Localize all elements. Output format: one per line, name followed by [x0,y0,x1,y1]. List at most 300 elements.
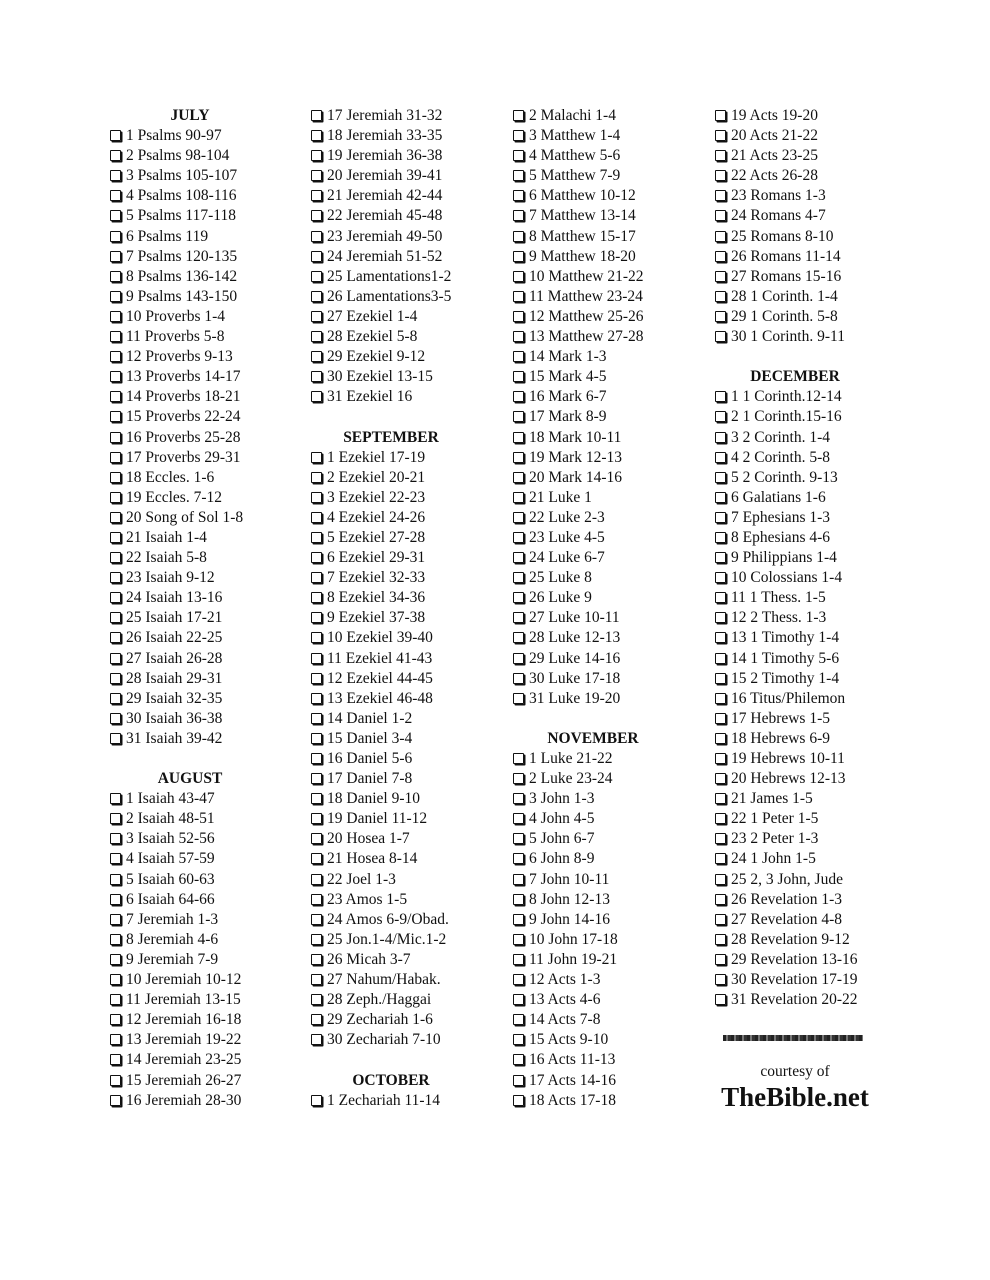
reading-label: 28 Luke 12-13 [529,629,621,647]
checkbox-icon[interactable] [715,632,726,643]
checkbox-icon[interactable] [513,612,524,623]
reading-item [311,628,511,648]
checkbox-icon[interactable] [311,813,322,824]
checkbox-icon[interactable] [513,934,524,945]
checkbox-icon[interactable] [311,974,322,985]
checkbox-icon[interactable] [110,492,121,503]
checkbox-icon[interactable] [110,632,121,643]
checkbox-icon[interactable] [110,894,121,905]
checkbox-icon[interactable] [110,271,121,282]
checkbox-icon[interactable] [513,170,524,181]
checkbox-icon[interactable] [110,231,121,242]
month-heading: JULY [170,107,210,124]
checkbox-icon[interactable] [715,231,726,242]
checkbox-icon[interactable] [311,793,322,804]
reading-label: 6 Psalms 119 [126,227,209,245]
reading-column-4 [715,106,915,1010]
checkbox-icon[interactable] [311,572,322,583]
checkbox-icon[interactable] [110,1034,121,1045]
checkbox-icon[interactable] [110,713,121,724]
checkbox-icon[interactable] [311,170,322,181]
reading-label: 9 John 14-16 [529,910,610,928]
reading-label: 21 Luke 1 [529,488,592,506]
checkbox-icon[interactable] [311,110,322,121]
month-heading: NOVEMBER [547,729,639,747]
reading-label: 8 Matthew 15-17 [529,227,636,245]
checkbox-icon[interactable] [311,231,322,242]
checkbox-icon[interactable] [715,833,726,844]
reading-item [311,146,511,166]
checkbox-icon[interactable] [311,391,322,402]
reading-item [110,789,310,809]
checkbox-icon[interactable] [513,914,524,925]
checkbox-icon[interactable] [110,210,121,221]
checkbox-icon[interactable] [110,411,121,422]
checkbox-icon[interactable] [110,874,121,885]
reading-label: 26 Lamentations3-5 [327,287,452,305]
checkbox-icon[interactable] [715,552,726,563]
reading-item [715,407,915,427]
checkbox-icon[interactable] [110,653,121,664]
reading-label: 18 Acts 17-18 [529,1091,616,1109]
checkbox-icon[interactable] [311,492,322,503]
checkbox-icon[interactable] [715,110,726,121]
checkbox-icon[interactable] [311,853,322,864]
reading-item [513,1091,713,1111]
reading-item [311,789,511,809]
reading-item [110,709,310,729]
reading-item [513,508,713,528]
reading-item [715,126,915,146]
reading-item [110,1050,310,1070]
reading-label: 23 Romans 1-3 [731,187,826,205]
checkbox-icon[interactable] [311,934,322,945]
checkbox-icon[interactable] [110,733,121,744]
reading-label: 4 Psalms 108-116 [126,187,237,205]
checkbox-icon[interactable] [311,914,322,925]
reading-label: 4 2 Corinth. 5-8 [731,448,831,466]
reading-label: 20 Mark 14-16 [529,468,622,486]
checkbox-icon[interactable] [715,874,726,885]
checkbox-icon[interactable] [513,673,524,684]
checkbox-icon[interactable] [513,110,524,121]
reading-item [311,849,511,869]
checkbox-icon[interactable] [311,311,322,322]
checkbox-icon[interactable] [715,291,726,302]
checkbox-icon[interactable] [715,452,726,463]
checkbox-icon[interactable] [715,271,726,282]
checkbox-icon[interactable] [715,954,726,965]
reading-label: 29 Ezekiel 9-12 [327,348,426,366]
checkbox-icon[interactable] [715,793,726,804]
checkbox-icon[interactable] [513,954,524,965]
reading-label: 1 Luke 21-22 [529,750,613,767]
checkbox-icon[interactable] [311,612,322,623]
checkbox-icon[interactable] [513,130,524,141]
checkbox-icon[interactable] [513,753,524,764]
checkbox-icon[interactable] [513,1054,524,1065]
checkbox-icon[interactable] [110,512,121,523]
checkbox-icon[interactable] [513,452,524,463]
reading-label: 18 Daniel 9-10 [327,790,420,808]
checkbox-icon[interactable] [110,1054,121,1065]
reading-label: 6 Isaiah 64-66 [126,890,215,908]
checkbox-icon[interactable] [715,331,726,342]
reading-item [513,407,713,427]
reading-item [311,608,511,628]
checkbox-icon[interactable] [513,251,524,262]
checkbox-icon[interactable] [311,532,322,543]
reading-item [715,669,915,689]
reading-label: 11 Proverbs 5-8 [126,328,225,346]
checkbox-icon[interactable] [715,974,726,985]
checkbox-icon[interactable] [715,994,726,1005]
reading-item [311,990,511,1010]
checkbox-icon[interactable] [715,894,726,905]
reading-item [715,387,915,407]
checkbox-icon[interactable] [513,894,524,905]
checkbox-icon[interactable] [715,773,726,784]
reading-label: 31 Luke 19-20 [529,689,621,707]
reading-label: 14 1 Timothy 5-6 [731,649,840,667]
checkbox-icon[interactable] [715,170,726,181]
checkbox-icon[interactable] [513,271,524,282]
checkbox-icon[interactable] [311,452,322,463]
checkbox-icon[interactable] [311,130,322,141]
reading-label: 13 Proverbs 14-17 [126,368,241,386]
checkbox-icon[interactable] [513,1095,524,1106]
checkbox-icon[interactable] [513,472,524,483]
checkbox-icon[interactable] [513,391,524,402]
reading-item [715,729,915,749]
checkbox-icon[interactable] [311,753,322,764]
checkbox-icon[interactable] [110,954,121,965]
checkbox-icon[interactable] [311,954,322,965]
checkbox-icon[interactable] [311,894,322,905]
reading-item [513,528,713,548]
checkbox-icon[interactable] [311,150,322,161]
checkbox-icon[interactable] [513,994,524,1005]
checkbox-icon[interactable] [110,974,121,985]
checkbox-icon[interactable] [110,833,121,844]
checkbox-icon[interactable] [311,1014,322,1025]
reading-item [513,1071,713,1091]
checkbox-icon[interactable] [110,813,121,824]
checkbox-icon[interactable] [513,793,524,804]
reading-item [715,548,915,568]
checkbox-icon[interactable] [110,331,121,342]
reading-item [513,387,713,407]
reading-item [311,709,511,729]
checkbox-icon[interactable] [311,251,322,262]
checkbox-icon[interactable] [715,914,726,925]
reading-label: 6 Galatians 1-6 [731,488,826,506]
reading-label: 29 Revelation 13-16 [731,950,858,968]
checkbox-icon[interactable] [311,632,322,643]
checkbox-icon[interactable] [715,673,726,684]
reading-item [110,267,310,287]
checkbox-icon[interactable] [715,592,726,603]
reading-item [311,488,511,508]
checkbox-icon[interactable] [513,231,524,242]
checkbox-icon[interactable] [715,391,726,402]
reading-label: 9 Matthew 18-20 [529,247,636,265]
checkbox-icon[interactable] [110,452,121,463]
reading-label: 2 Luke 23-24 [529,770,613,788]
reading-label: 22 Joel 1-3 [327,870,396,888]
checkbox-icon[interactable] [513,874,524,885]
checkbox-icon[interactable] [715,190,726,201]
checkbox-icon[interactable] [311,713,322,724]
reading-item [311,287,511,307]
reading-label: 22 Jeremiah 45-48 [327,207,443,225]
reading-item [513,307,713,327]
checkbox-icon[interactable] [513,974,524,985]
reading-item [311,809,511,829]
checkbox-icon[interactable] [110,170,121,181]
checkbox-icon[interactable] [311,592,322,603]
reading-item [110,809,310,829]
reading-item [715,146,915,166]
reading-item [110,347,310,367]
reading-item [110,488,310,508]
checkbox-icon[interactable] [513,291,524,302]
reading-item [513,689,713,709]
checkbox-icon[interactable] [513,853,524,864]
section-gap [110,749,310,769]
checkbox-icon[interactable] [110,572,121,583]
checkbox-icon[interactable] [110,472,121,483]
checkbox-icon[interactable] [715,813,726,824]
checkbox-icon[interactable] [110,1075,121,1086]
reading-label: 29 Isaiah 32-35 [126,689,223,707]
checkbox-icon[interactable] [513,190,524,201]
checkbox-icon[interactable] [110,371,121,382]
checkbox-icon[interactable] [110,130,121,141]
checkbox-icon[interactable] [715,210,726,221]
reading-item [715,990,915,1010]
reading-label: 10 Jeremiah 10-12 [126,971,242,989]
checkbox-icon[interactable] [110,914,121,925]
checkbox-icon[interactable] [513,813,524,824]
checkbox-icon[interactable] [715,130,726,141]
checkbox-icon[interactable] [110,291,121,302]
reading-item [513,669,713,689]
reading-item [715,689,915,709]
checkbox-icon[interactable] [715,311,726,322]
reading-label: 21 Jeremiah 42-44 [327,187,443,205]
reading-label: 10 Colossians 1-4 [731,569,843,587]
reading-item [110,729,310,749]
checkbox-icon[interactable] [110,190,121,201]
checkbox-icon[interactable] [110,673,121,684]
reading-item [715,588,915,608]
checkbox-icon[interactable] [715,753,726,764]
reading-item [110,126,310,146]
checkbox-icon[interactable] [513,331,524,342]
checkbox-icon[interactable] [715,432,726,443]
reading-item [311,448,511,468]
reading-label: 13 Ezekiel 46-48 [327,689,433,707]
checkbox-icon[interactable] [110,994,121,1005]
reading-item [311,347,511,367]
checkbox-icon[interactable] [311,693,322,704]
checkbox-icon[interactable] [110,552,121,563]
checkbox-icon[interactable] [110,793,121,804]
checkbox-icon[interactable] [513,833,524,844]
month-heading: OCTOBER [352,1071,430,1089]
reading-item [110,327,310,347]
checkbox-icon[interactable] [311,673,322,684]
checkbox-icon[interactable] [311,512,322,523]
reading-item [110,407,310,427]
reading-item [513,106,713,126]
checkbox-icon[interactable] [311,1095,322,1106]
reading-label: 20 Jeremiah 39-41 [327,167,443,185]
reading-item [715,287,915,307]
checkbox-icon[interactable] [311,210,322,221]
checkbox-icon[interactable] [110,693,121,704]
reading-label: 14 Acts 7-8 [529,1011,601,1029]
checkbox-icon[interactable] [513,653,524,664]
checkbox-icon[interactable] [513,552,524,563]
checkbox-icon[interactable] [513,432,524,443]
checkbox-icon[interactable] [715,472,726,483]
checkbox-icon[interactable] [715,532,726,543]
reading-item [311,930,511,950]
checkbox-icon[interactable] [311,773,322,784]
reading-label: 23 Amos 1-5 [327,890,408,908]
checkbox-icon[interactable] [715,612,726,623]
reading-label: 19 Hebrews 10-11 [731,750,845,767]
checkbox-icon[interactable] [715,934,726,945]
checkbox-icon[interactable] [110,251,121,262]
reading-item [513,769,713,789]
checkbox-icon[interactable] [513,592,524,603]
checkbox-icon[interactable] [715,251,726,262]
checkbox-icon[interactable] [715,150,726,161]
checkbox-icon[interactable] [311,994,322,1005]
checkbox-icon[interactable] [513,1075,524,1086]
checkbox-icon[interactable] [513,351,524,362]
reading-item [110,849,310,869]
checkbox-icon[interactable] [110,1014,121,1025]
checkbox-icon[interactable] [513,150,524,161]
checkbox-icon[interactable] [311,351,322,362]
reading-label: 3 Matthew 1-4 [529,127,621,145]
checkbox-icon[interactable] [715,512,726,523]
reading-label: 13 Jeremiah 19-22 [126,1031,242,1049]
checkbox-icon[interactable] [311,733,322,744]
checkbox-icon[interactable] [513,311,524,322]
reading-item [715,950,915,970]
checkbox-icon[interactable] [513,512,524,523]
checkbox-icon[interactable] [715,411,726,422]
checkbox-icon[interactable] [110,532,121,543]
checkbox-icon[interactable] [513,632,524,643]
reading-item [311,126,511,146]
checkbox-icon[interactable] [311,1034,322,1045]
reading-label: 28 Zeph./Haggai [327,991,432,1009]
checkbox-icon[interactable] [715,733,726,744]
checkbox-icon[interactable] [110,1095,121,1106]
checkbox-icon[interactable] [513,1034,524,1045]
checkbox-icon[interactable] [513,693,524,704]
reading-label: 12 Ezekiel 44-45 [327,669,433,687]
reading-label: 8 Psalms 136-142 [126,267,238,285]
checkbox-icon[interactable] [311,552,322,563]
reading-item [311,267,511,287]
reading-label: 30 Luke 17-18 [529,669,621,687]
reading-label: 15 2 Timothy 1-4 [731,669,840,687]
reading-label: 25 2, 3 John, Jude [731,870,843,888]
checkbox-icon[interactable] [715,693,726,704]
reading-item [110,146,310,166]
checkbox-icon[interactable] [311,271,322,282]
reading-item [715,166,915,186]
reading-label: 7 John 10-11 [529,870,610,888]
checkbox-icon[interactable] [715,713,726,724]
checkbox-icon[interactable] [110,391,121,402]
checkbox-icon[interactable] [110,853,121,864]
checkbox-icon[interactable] [311,833,322,844]
checkbox-icon[interactable] [110,351,121,362]
checkbox-icon[interactable] [513,532,524,543]
reading-item [715,568,915,588]
checkbox-icon[interactable] [311,331,322,342]
reading-item [513,649,713,669]
checkbox-icon[interactable] [110,311,121,322]
checkbox-icon[interactable] [513,572,524,583]
checkbox-icon[interactable] [110,432,121,443]
reading-label: 5 John 6-7 [529,830,595,848]
reading-item [311,870,511,890]
checkbox-icon[interactable] [513,411,524,422]
checkbox-icon[interactable] [311,291,322,302]
checkbox-icon[interactable] [513,371,524,382]
checkbox-icon[interactable] [311,371,322,382]
reading-label: 28 Ezekiel 5-8 [327,328,418,346]
checkbox-icon[interactable] [311,190,322,201]
reading-item [513,1010,713,1030]
checkbox-icon[interactable] [513,492,524,503]
reading-item [311,890,511,910]
reading-label: 27 Revelation 4-8 [731,910,843,928]
reading-item [715,829,915,849]
reading-label: 16 Acts 11-13 [529,1051,616,1069]
checkbox-icon[interactable] [513,773,524,784]
reading-item [513,628,713,648]
checkbox-icon[interactable] [513,1014,524,1025]
checkbox-icon[interactable] [110,934,121,945]
reading-label: 3 Isaiah 52-56 [126,830,215,848]
checkbox-icon[interactable] [110,592,121,603]
checkbox-icon[interactable] [311,653,322,664]
checkbox-icon[interactable] [715,653,726,664]
checkbox-icon[interactable] [311,472,322,483]
reading-item [311,1030,511,1050]
checkbox-icon[interactable] [110,150,121,161]
checkbox-icon[interactable] [311,874,322,885]
reading-label: 9 Psalms 143-150 [126,287,238,305]
checkbox-icon[interactable] [715,572,726,583]
reading-label: 30 1 Corinth. 9-11 [731,328,845,346]
checkbox-icon[interactable] [715,853,726,864]
checkbox-icon[interactable] [110,612,121,623]
reading-label: 16 Jeremiah 28-30 [126,1091,242,1109]
checkbox-icon[interactable] [513,210,524,221]
checkbox-icon[interactable] [715,492,726,503]
